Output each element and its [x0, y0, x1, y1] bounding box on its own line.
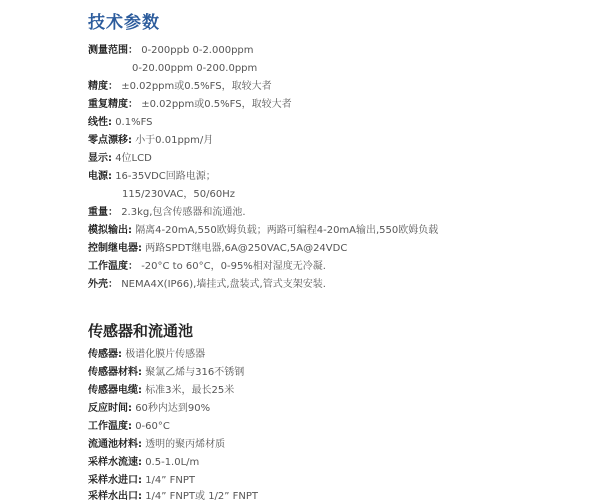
spec-value: 4位LCD	[115, 153, 152, 164]
spec-label: 控制继电器:	[88, 243, 142, 254]
spec-value: ±0.02ppm或0.5%FS，取较大者	[141, 99, 292, 110]
spec-label: 测量范围：	[88, 45, 138, 56]
spec-label: 线性:	[88, 117, 112, 128]
spec-value: 0-20.00ppm 0-200.0ppm	[132, 63, 258, 74]
spec-value: 115/230VAC，50/60Hz	[122, 189, 235, 200]
sensor-value: 1/4” FNPT	[145, 475, 196, 486]
sensor-value: 极谱化膜片传感器	[125, 349, 206, 360]
spec-value: 0.1%FS	[115, 117, 153, 128]
spec-row-analog-output	[88, 224, 438, 238]
sensor-label: 采样水进口:	[88, 475, 142, 486]
spec-row-repeatability	[88, 98, 292, 112]
sensor-value: 0.5-1.0L/m	[145, 457, 200, 468]
sensor-value: 透明的聚丙烯材质	[145, 439, 226, 450]
spec-row-range	[88, 44, 254, 58]
sensor-row-outlet	[88, 490, 258, 504]
spec-row-range-cont	[132, 62, 257, 76]
spec-label: 零点漂移:	[88, 135, 132, 146]
sensor-label: 采样水出口:	[88, 491, 142, 502]
spec-value: 隔离4-20mA,550欧姆负载；两路可编程4-20mA输出,550欧姆负载	[135, 225, 439, 236]
sensor-value: 60秒内达到90%	[135, 403, 211, 414]
sensor-row-operating-temp	[88, 420, 170, 434]
spec-label: 显示:	[88, 153, 112, 164]
spec-label: 工作温度：	[88, 261, 138, 272]
sensor-value: 1/4” FNPT或 1/2” FNPT	[145, 491, 259, 502]
spec-label: 模拟输出:	[88, 225, 132, 236]
spec-row-power	[88, 170, 216, 184]
sensor-row-type	[88, 348, 205, 362]
spec-value: NEMA4X(IP66),墙挂式,盘装式,管式支架安装.	[121, 279, 326, 290]
spec-row-accuracy	[88, 80, 272, 94]
sensor-label: 采样水流速:	[88, 457, 142, 468]
spec-label: 重复精度：	[88, 99, 138, 110]
spec-row-zero-drift	[88, 134, 213, 148]
spec-value: 小于0.01ppm/月	[135, 135, 214, 146]
spec-row-operating-temp	[88, 260, 326, 274]
spec-value: 2.3kg,包含传感器和流通池.	[121, 207, 246, 218]
spec-row-weight	[88, 206, 246, 220]
sensor-label: 传感器电缆:	[88, 385, 142, 396]
sensor-row-response-time	[88, 402, 210, 416]
spec-value: 两路SPDT继电器,6A@250VAC,5A@24VDC	[145, 243, 348, 254]
spec-value: 16-35VDC回路电源；	[115, 171, 216, 182]
spec-value: 0-200ppb 0-2.000ppm	[141, 45, 254, 56]
sensor-row-inlet	[88, 474, 195, 488]
sensor-row-flow-cell-material	[88, 438, 225, 452]
sensor-label: 反应时间:	[88, 403, 132, 414]
sensor-label: 传感器材料:	[88, 367, 142, 378]
spec-label: 重量：	[88, 207, 118, 218]
spec-label: 精度：	[88, 81, 118, 92]
sensor-row-cable	[88, 384, 234, 398]
spec-row-linearity	[88, 116, 153, 130]
sensor-label: 工作温度:	[88, 421, 132, 432]
tech-specs-title: 技术参数	[88, 13, 160, 33]
spec-value: ±0.02ppm或0.5%FS，取较大者	[121, 81, 272, 92]
spec-value: -20°C to 60°C，0-95%相对湿度无冷凝.	[141, 261, 326, 272]
spec-row-relay	[88, 242, 347, 256]
sensor-section-title: 传感器和流通池	[88, 322, 194, 340]
spec-label: 外壳：	[88, 279, 118, 290]
sensor-value: 标准3米，最长25米	[145, 385, 235, 396]
sensor-value: 0-60°C	[135, 421, 170, 432]
sensor-row-flow-rate	[88, 456, 199, 470]
spec-row-enclosure	[88, 278, 326, 292]
sensor-label: 传感器:	[88, 349, 122, 360]
spec-row-display	[88, 152, 152, 166]
sensor-row-material	[88, 366, 244, 380]
spec-label: 电源:	[88, 171, 112, 182]
spec-row-power-cont	[122, 188, 235, 202]
sensor-value: 聚氯乙烯与316不锈钢	[145, 367, 245, 378]
sensor-label: 流通池材料:	[88, 439, 142, 450]
